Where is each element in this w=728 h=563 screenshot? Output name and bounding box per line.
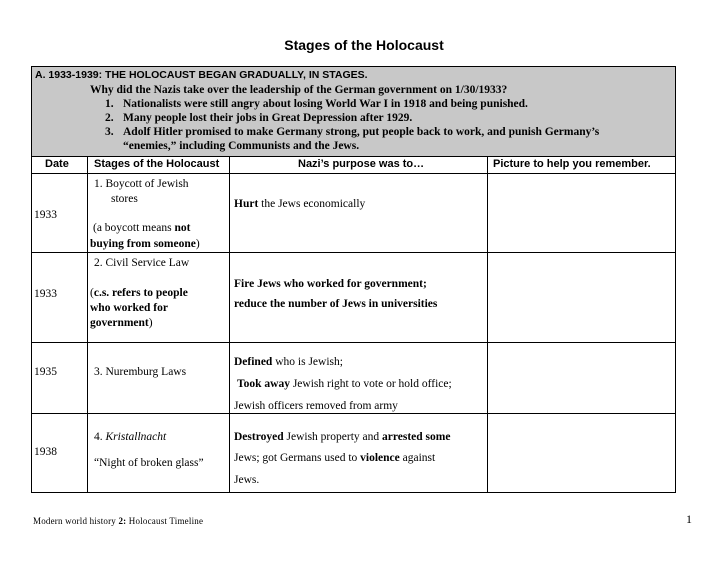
- row-3-stage: 3. Nuremburg Laws: [94, 366, 187, 378]
- page-number: 1: [686, 512, 692, 526]
- column-rule: [87, 156, 88, 493]
- row-1-date: 1933: [34, 209, 57, 221]
- banner-question: Why did the Nazis take over the leadership of the German government on 1/30/1933?: [90, 84, 508, 96]
- holocaust-table: [31, 66, 676, 493]
- banner-item-3-continued: “enemies,” including Communists and the Jews.: [123, 140, 360, 152]
- row-2-purpose-line-1: Fire Jews who worked for government;: [234, 278, 427, 290]
- row-1-stage: 1. Boycott of Jewish: [94, 178, 189, 190]
- row-4-purpose-line-2: Jews; got Germans used to violence against: [234, 452, 436, 464]
- row-4-stage-subtitle: “Night of broken glass”: [94, 457, 204, 469]
- row-3-date: 1935: [34, 366, 57, 378]
- header-purpose: Nazi’s purpose was to…: [298, 158, 425, 170]
- row-4-purpose-line-3: Jews.: [234, 474, 260, 486]
- row-4-date: 1938: [34, 446, 57, 458]
- row-2-purpose-line-2: reduce the number of Jews in universities: [234, 298, 438, 310]
- row-1-note-line-2: buying from someone): [90, 238, 200, 250]
- row-1-stage-cont: stores: [111, 193, 138, 205]
- header-stages: Stages of the Holocaust: [94, 158, 220, 170]
- rule: [32, 173, 675, 174]
- row-4-purpose-line-1: Destroyed Jewish property and arrested some: [234, 431, 451, 443]
- banner-item-text: Nationalists were still angry about losing World War I in 1918 and being punished.: [123, 98, 528, 110]
- banner-item-num: 2.: [105, 112, 114, 124]
- header-picture: Picture to help you remember.: [493, 158, 651, 170]
- row-3-purpose-line-1: Defined who is Jewish;: [234, 356, 343, 368]
- banner-item-text: Adolf Hitler promised to make Germany strong, put people back to work, and punish Germany’s: [123, 126, 600, 138]
- row-2-note-line-2: who worked for: [90, 302, 168, 314]
- row-2-stage: 2. Civil Service Law: [94, 257, 190, 269]
- rule: [32, 156, 675, 157]
- banner-item-num: 1.: [105, 98, 114, 110]
- banner-item-3: [105, 126, 599, 138]
- banner-item-text: Many people lost their jobs in Great Depression after 1929.: [123, 112, 413, 124]
- intro-banner: [32, 67, 675, 156]
- rule: [32, 342, 675, 343]
- banner-heading: A. 1933-1939: THE HOLOCAUST BEGAN GRADUALLY, IN STAGES.: [35, 69, 368, 81]
- row-1-note-line-1: (a boycott means not: [93, 222, 191, 234]
- row-3-purpose-line-2: Took away Jewish right to vote or hold office;: [237, 378, 452, 390]
- footer-course-label: Modern world history 2: Holocaust Timeline: [33, 516, 204, 526]
- row-2-date: 1933: [34, 288, 57, 300]
- page-title: Stages of the Holocaust: [284, 37, 444, 53]
- rule: [32, 252, 675, 253]
- row-2-note-line-1: (c.s. refers to people: [90, 287, 188, 299]
- banner-item-1: [105, 98, 528, 110]
- row-4-stage: 4. Kristallnacht: [94, 431, 167, 443]
- column-rule: [229, 156, 230, 493]
- column-rule: [487, 156, 488, 493]
- header-date: Date: [45, 158, 69, 170]
- row-2-note-line-3: government): [90, 317, 153, 329]
- banner-item-2: [105, 112, 412, 124]
- row-3-purpose-line-3: Jewish officers removed from army: [234, 400, 398, 412]
- banner-item-num: 3.: [105, 126, 114, 138]
- row-1-purpose: Hurt the Jews economically: [234, 198, 366, 210]
